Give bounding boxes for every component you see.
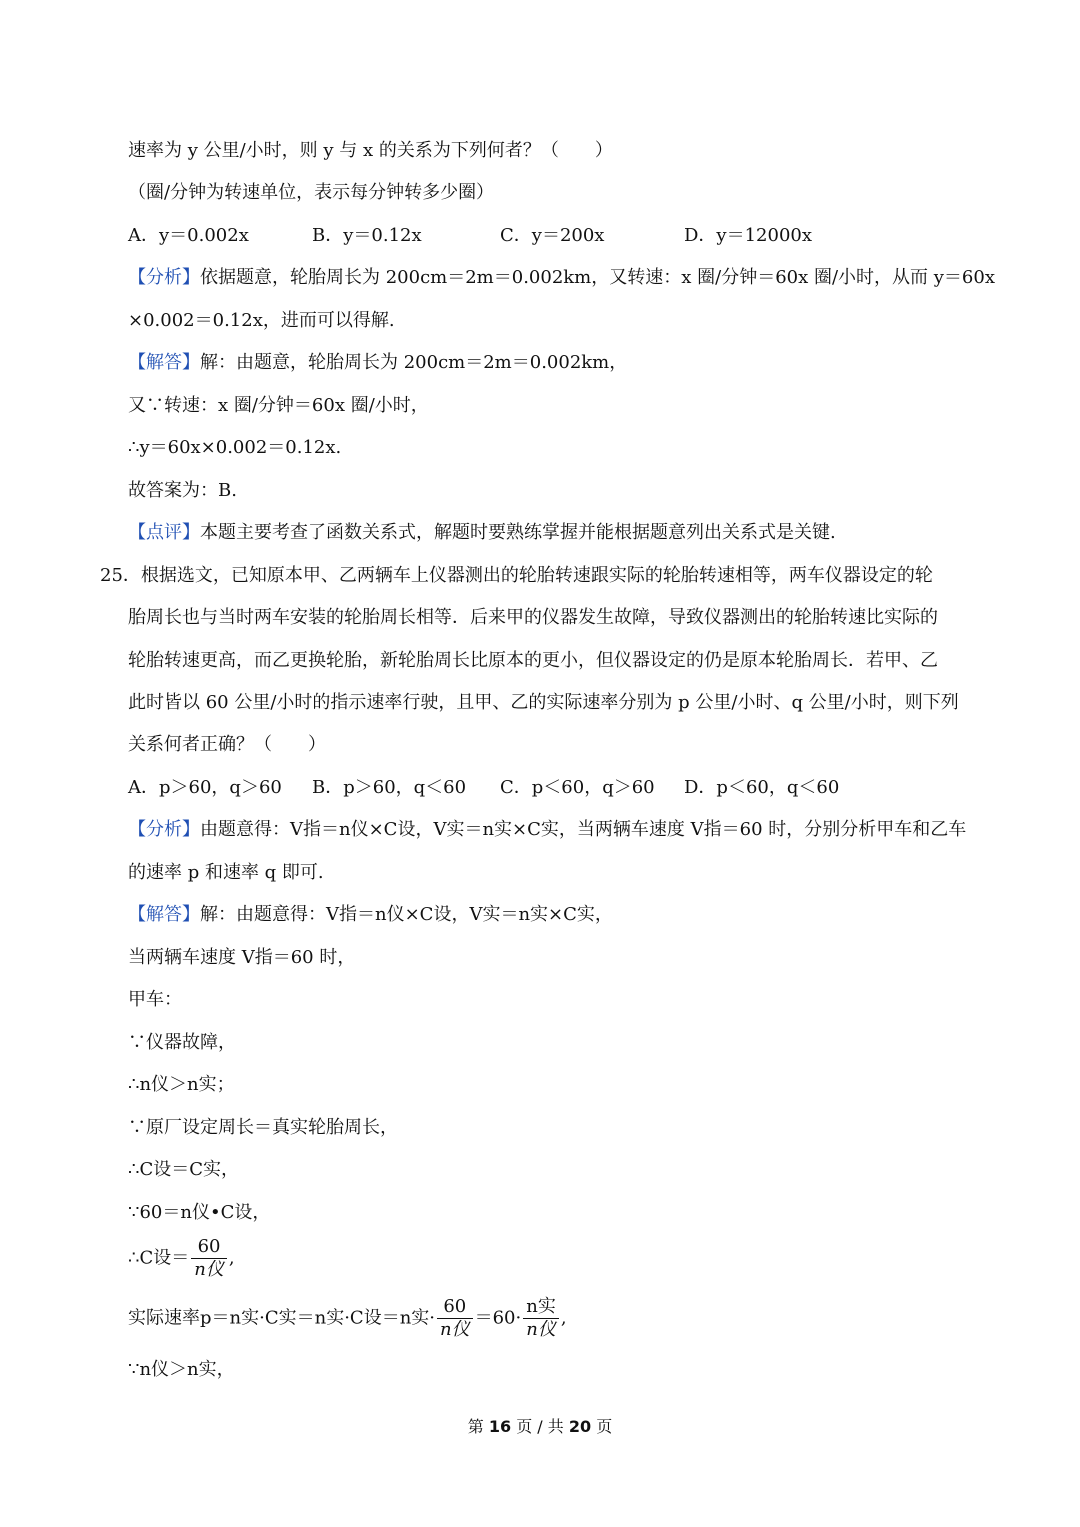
q24-note: （圈/分钟为转速单位，表示每分钟转多少圈） [128,182,495,203]
q25-answer-line-1: 解：由题意得：V指＝n仪×C设，V实＝n实×C实， [200,904,613,925]
answer-tag: 【解答】 [128,352,200,373]
q25-answer-line-4: ∵仪器故障， [128,1032,236,1053]
q25-answer-line-9-prefix: ∴C设＝ [128,1247,190,1269]
fraction-denominator: n仪 [526,1319,556,1340]
page-footer [0,1414,1080,1437]
q24-answer-line-2: 又∵转速：x 圈/分钟＝60x 圈/小时， [128,395,429,416]
fraction-60-over-n-yi-2 [437,1296,473,1341]
footer-suffix: 页 [596,1417,613,1436]
q25-stem-line-1: 25．根据选文，已知原本甲、乙两辆车上仪器测出的轮胎转速跟实际的轮胎转速相等，两车仪器设定的轮 [100,565,933,586]
fraction-numerator: n实 [523,1296,559,1319]
q25-answer-line-10-mid: ＝60· [474,1307,522,1329]
fraction-60-over-n-yi [191,1236,227,1281]
q25-stem-line-5: 关系何者正确？（ ） [128,734,326,755]
q24-analysis-text-1: 依据题意，轮胎周长为 200cm＝2m＝0.002km，又转速：x 圈/分钟＝60x 圈/小时，从而 y＝60x [200,267,995,288]
q25-option-c: C．p＜60，q＞60 [500,777,655,798]
q24-option-c: C．y＝200x [500,225,605,246]
q25-answer-line-9: ∴C设＝ $\frac{60}{\text{n仪}}$ , [128,1236,235,1280]
q24-comment [128,520,980,546]
answer-tag: 【解答】 [128,904,200,925]
q25-analysis-text-2: 的速率 p 和速率 q 即可. [128,862,324,883]
q25-option-d: D．p＜60，q＜60 [684,777,840,798]
q24-option-b: B．y＝0.12x [312,225,422,246]
fraction-n-shi-over-n-yi [523,1296,559,1341]
footer-page-number: 16 [488,1417,512,1436]
q25-answer-line-10-prefix: 实际速率p＝n实·C实＝n实·C设＝n实· [128,1307,436,1329]
q25-analysis [128,817,980,843]
q25-stem-line-4: 此时皆以 60 公里/小时的指示速率行驶，且甲、乙的实际速率分别为 p 公里/小时、q 公里/小时，则下列 [128,692,959,713]
q25-answer-line-7: ∴C设＝C实， [128,1159,239,1180]
q24-answer-line-4: 故答案为：B. [128,480,237,501]
q25-option-b: B．p＞60，q＜60 [312,777,467,798]
q25-answer-line-11: ∵n仪＞n实， [128,1359,235,1380]
footer-total-pages: 20 [568,1417,592,1436]
q25-analysis-text-1: 由题意得：V指＝n仪×C设，V实＝n实×C实，当两辆车速度 V指＝60 时，分别分析甲车和乙车 [200,819,967,840]
fraction-denominator: n仪 [194,1259,224,1280]
fraction-numerator: 60 [437,1296,473,1319]
q24-analysis-text-2: ×0.002＝0.12x，进而可以得解. [128,310,395,331]
fraction-denominator: n仪 [440,1319,470,1340]
q25-answer [128,902,980,928]
footer-mid: 页 / 共 [516,1417,564,1436]
footer-prefix: 第 [467,1417,484,1436]
q25-answer-line-5: ∴n仪＞n实； [128,1074,235,1095]
q25-option-a: A．p＞60，q＞60 [128,777,282,798]
q24-option-d: D．y＝12000x [684,225,813,246]
q24-option-a: A．y＝0.002x [128,225,249,246]
q25-answer-line-6: ∵原厂设定周长＝真实轮胎周长， [128,1117,398,1138]
q24-answer-line-1: 解：由题意，轮胎周长为 200cm＝2m＝0.002km， [200,352,628,373]
q25-answer-line-10: 实际速率p＝n实·C实＝n实·C设＝n实· $\frac{60}{\text{n仪}}$ ＝60· $\frac{\text{n实}}{\text{n仪}}$ , [128,1296,567,1340]
q24-answer [128,350,980,376]
q25-stem-line-2: 胎周长也与当时两车安装的轮胎周长相等．后来甲的仪器发生故障，导致仪器测出的轮胎转速比实际的 [128,607,938,628]
analysis-tag: 【分析】 [128,819,200,840]
comment-tag: 【点评】 [128,522,200,543]
analysis-tag: 【分析】 [128,267,200,288]
q25-options [128,775,980,801]
fraction-numerator: 60 [191,1236,227,1259]
q24-options [128,223,980,249]
q25-answer-line-3: 甲车： [128,989,182,1010]
q24-answer-line-3: ∴y＝60x×0.002＝0.12x. [128,437,342,458]
q25-answer-line-2: 当两辆车速度 V指＝60 时， [128,947,356,968]
q25-stem-line-3: 轮胎转速更高，而乙更换轮胎，新轮胎周长比原本的更小，但仪器设定的仍是原本轮胎周长．若甲、乙 [128,650,938,671]
q24-comment-text: 本题主要考查了函数关系式，解题时要熟练掌握并能根据题意列出关系式是关键. [200,522,836,543]
q24-analysis [128,265,995,291]
q24-stem: 速率为 y 公里/小时，则 y 与 x 的关系为下列何者？（ ） [128,140,613,161]
q25-answer-line-8: ∵60＝n仪•C设， [128,1202,271,1223]
